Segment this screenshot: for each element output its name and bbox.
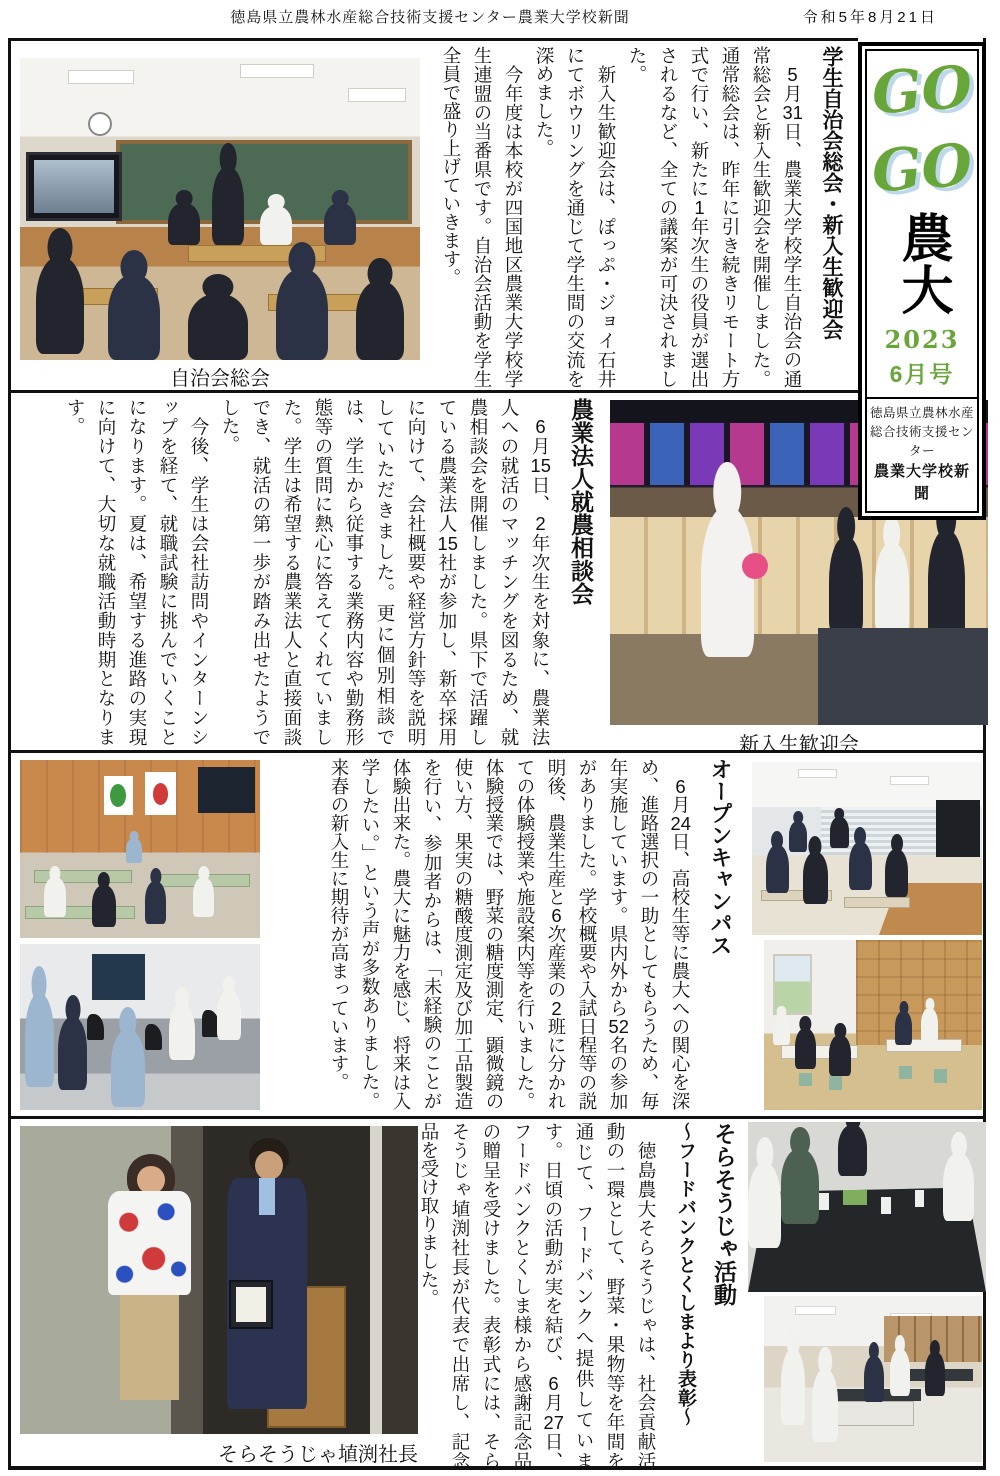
bottle bbox=[819, 1193, 829, 1210]
article-subhead: 〜フードバンクとくしまより表彰〜 bbox=[675, 1122, 696, 1426]
article-sorasouja bbox=[420, 1122, 750, 1470]
presenter-pants bbox=[120, 1295, 180, 1400]
recipient-shirt bbox=[259, 1178, 275, 1215]
visitor bbox=[795, 1028, 817, 1069]
page-header bbox=[0, 6, 1000, 32]
article-headline: オープンキャンパス bbox=[708, 758, 733, 956]
certificate bbox=[236, 1287, 266, 1321]
remote-meeting-screen bbox=[26, 152, 122, 221]
school-flag bbox=[104, 776, 133, 815]
article-student-council bbox=[428, 46, 856, 388]
article-paragraph: 今年度は本校が四国地区農業大学校学生連盟の当番県です。自治会活動を学生全員で盛り上げていきます。 bbox=[441, 46, 524, 388]
article-headline: 学生自治会総会・新入生歓迎会 bbox=[820, 46, 843, 340]
masthead-year: 2023 bbox=[884, 325, 960, 354]
issue-date: 令和5年8月21日 bbox=[802, 9, 938, 26]
green-chair bbox=[899, 1066, 912, 1080]
member bbox=[890, 1349, 910, 1395]
article-paragraph: 今後、学生は会社訪問やインターンシップを経て、就職試験に挑んでいくことになります。夏は、希望する進路の実現に向けて、大切な就職活動時期となります。 bbox=[65, 398, 210, 746]
student-back bbox=[188, 294, 248, 360]
masthead-organization bbox=[867, 397, 977, 505]
participant bbox=[217, 990, 241, 1040]
section-divider-3 bbox=[8, 1116, 986, 1119]
article-paragraph: 新入生歓迎会は、ぽっぷ・ジョイ石井にてボウリングを通じて学生間の交流を深めました。 bbox=[534, 46, 617, 388]
staff bbox=[921, 1008, 938, 1042]
recipient-face bbox=[255, 1151, 283, 1180]
photo-consultation-hall bbox=[764, 940, 982, 1110]
ceiling-light bbox=[240, 64, 314, 78]
member bbox=[838, 1125, 867, 1176]
green-chair bbox=[934, 1069, 947, 1083]
photo-laboratory-room bbox=[764, 1296, 982, 1462]
bench-cabinet bbox=[825, 1401, 914, 1426]
student-back bbox=[108, 275, 160, 360]
photo-caption-jichikai: 自治会総会 bbox=[170, 368, 270, 390]
student bbox=[830, 817, 848, 848]
member bbox=[812, 1369, 838, 1442]
student-back bbox=[276, 269, 328, 360]
masthead-org-line2: 総合技術支援センター bbox=[869, 425, 974, 458]
masthead-org-line1: 徳島県立農林水産 bbox=[869, 406, 974, 420]
flag-emblem bbox=[110, 784, 126, 807]
student bbox=[789, 821, 807, 852]
student bbox=[803, 852, 828, 904]
seating-area bbox=[818, 628, 988, 726]
staff bbox=[773, 1015, 790, 1046]
attendee bbox=[193, 877, 215, 916]
red-sun bbox=[153, 783, 169, 805]
projector-screen bbox=[198, 767, 256, 813]
polka-dot-blouse bbox=[108, 1191, 192, 1296]
member bbox=[943, 1153, 974, 1221]
seated-officer bbox=[324, 203, 356, 245]
masthead-org-line3: 農業大学校新聞 bbox=[873, 463, 970, 502]
standing-speaker bbox=[212, 167, 244, 246]
wall-clock bbox=[88, 112, 112, 136]
article-headline: 農業法人就農相談会 bbox=[568, 398, 594, 605]
student-back bbox=[356, 281, 404, 360]
pink-bowling-ball bbox=[742, 553, 768, 579]
article-paragraph: 徳島農大そらそうじゃは、社会貢献活動の一環として、野菜・果物等を年間を通じて、フードバンクへ提供しています。日頃の活動が実を結び、6月27日、フードバンクとくしま様から感謝記念品の贈呈を受けました。表彰式には、そらそうじゃ埴渕社長が代表で出席し、記念品を受け取りました。 bbox=[419, 1122, 657, 1471]
student bbox=[875, 543, 909, 634]
frame-rule-top bbox=[8, 38, 858, 41]
masthead-logo-go-1: GO bbox=[869, 52, 975, 128]
microscope bbox=[145, 1024, 162, 1051]
attendee bbox=[44, 877, 66, 916]
microscope bbox=[87, 1014, 104, 1041]
presenter-face bbox=[137, 1166, 165, 1194]
member bbox=[781, 1149, 819, 1224]
screen-image bbox=[34, 160, 113, 213]
article-job-consultation bbox=[22, 398, 608, 746]
article-open-campus bbox=[266, 758, 746, 1110]
newspaper-title-line: 徳島県立農林水産総合技術支援センター農業大学校新聞 bbox=[230, 9, 630, 26]
student bbox=[766, 845, 789, 893]
student bbox=[849, 842, 872, 890]
attendee bbox=[92, 885, 116, 928]
masthead-box bbox=[858, 42, 986, 520]
member bbox=[781, 1349, 805, 1425]
photo-open-campus-briefing bbox=[20, 760, 260, 938]
member bbox=[864, 1356, 884, 1402]
masthead-logo-go-2: GO bbox=[869, 130, 975, 206]
presenter bbox=[126, 838, 143, 863]
visitor bbox=[829, 1035, 851, 1076]
bottle bbox=[881, 1197, 891, 1214]
article-paragraph: 6月24日、高校生等に農大への関心を深め、進路選択の一助としてもらうため、毎年実施しています。県内外から52名の参加がありました。学校概要や入試日程等の説明後、農業生産と6次産業の2班に分かれての体験授業や施設案内等を行いました。体験授業では、野菜の糖度測定、顕微鏡の使い方、果実の糖酸度測定及び加工品製造を行い、参加者からは、「未経験のことが体験出来た。農大に魅力を感じ、将来は入学したい。」という声が多数ありました。来春の新入生に期待が高まっています。 bbox=[329, 758, 691, 1111]
ceiling-light bbox=[68, 70, 134, 84]
green-chair bbox=[829, 1076, 842, 1090]
masthead-issue: 6月号 bbox=[889, 361, 955, 387]
attendee bbox=[145, 881, 167, 924]
display-screen bbox=[936, 800, 980, 857]
photo-open-campus-classroom bbox=[752, 762, 982, 935]
article-paragraph: 6月15日、2年次生を対象に、農業法人への就活のマッチングを図るため、就農相談会を開催しました。県下で活躍している農業法人15社が参加し、新卒採用に向けて、会社概要や経営方針等を説明していただきました。更に個別相談では、学生から従事する業務内容や勤務形態等の質問に熱心に答えてくれていました。学生は希望する農業法人と直接面談でき、就活の第一歩が踏み出せたようでした。 bbox=[220, 398, 551, 747]
participant bbox=[25, 994, 54, 1087]
student bbox=[928, 530, 966, 641]
photo-caption-kangeikai: 新入生歓迎会 bbox=[739, 734, 859, 756]
student bbox=[829, 537, 863, 635]
student-white-hoodie bbox=[701, 507, 754, 657]
green-tray bbox=[843, 1190, 867, 1205]
photo-foodbank-lab-table bbox=[748, 1122, 986, 1292]
frame-rule-left bbox=[8, 38, 11, 1470]
participant bbox=[58, 1017, 87, 1090]
seated-officer bbox=[168, 203, 200, 245]
green-chair bbox=[799, 1073, 812, 1087]
award-plaque bbox=[229, 1280, 273, 1329]
student-back bbox=[36, 257, 84, 354]
table bbox=[25, 906, 135, 919]
masthead-title: 農大 bbox=[892, 211, 953, 315]
visitor bbox=[895, 1011, 912, 1045]
participant bbox=[169, 1004, 195, 1060]
ceiling-light bbox=[890, 776, 929, 785]
photo-caption-sorasouja: そらそうじゃ埴渕社長 bbox=[218, 1444, 418, 1466]
participant bbox=[111, 1030, 145, 1106]
photo-student-council-meeting bbox=[20, 58, 420, 360]
member bbox=[748, 1163, 781, 1248]
bottle bbox=[915, 1190, 925, 1207]
ceiling-light bbox=[348, 88, 406, 102]
student bbox=[885, 849, 908, 897]
seated-officer bbox=[260, 206, 292, 245]
article-headline: そらそうじゃ活動 bbox=[711, 1122, 737, 1306]
ceiling-light bbox=[798, 769, 837, 778]
monitor bbox=[92, 954, 145, 1000]
ceiling-light bbox=[795, 1306, 836, 1315]
photo-award-ceremony bbox=[20, 1126, 418, 1434]
article-paragraph: 5月31日、農業大学校学生自治会の通常総会と新入生歓迎会を開催しました。通常総会は、昨年に引き続きリモート方式で行い、新たに1年次生の役員が選出されるなど、全ての議案が可決されました。 bbox=[627, 46, 803, 389]
member bbox=[925, 1352, 945, 1395]
photo-microscope-class bbox=[20, 944, 260, 1110]
wood-panel-wall bbox=[856, 940, 982, 1045]
masthead-inner-frame bbox=[865, 49, 979, 513]
desk bbox=[844, 897, 910, 908]
japan-flag bbox=[145, 772, 176, 815]
